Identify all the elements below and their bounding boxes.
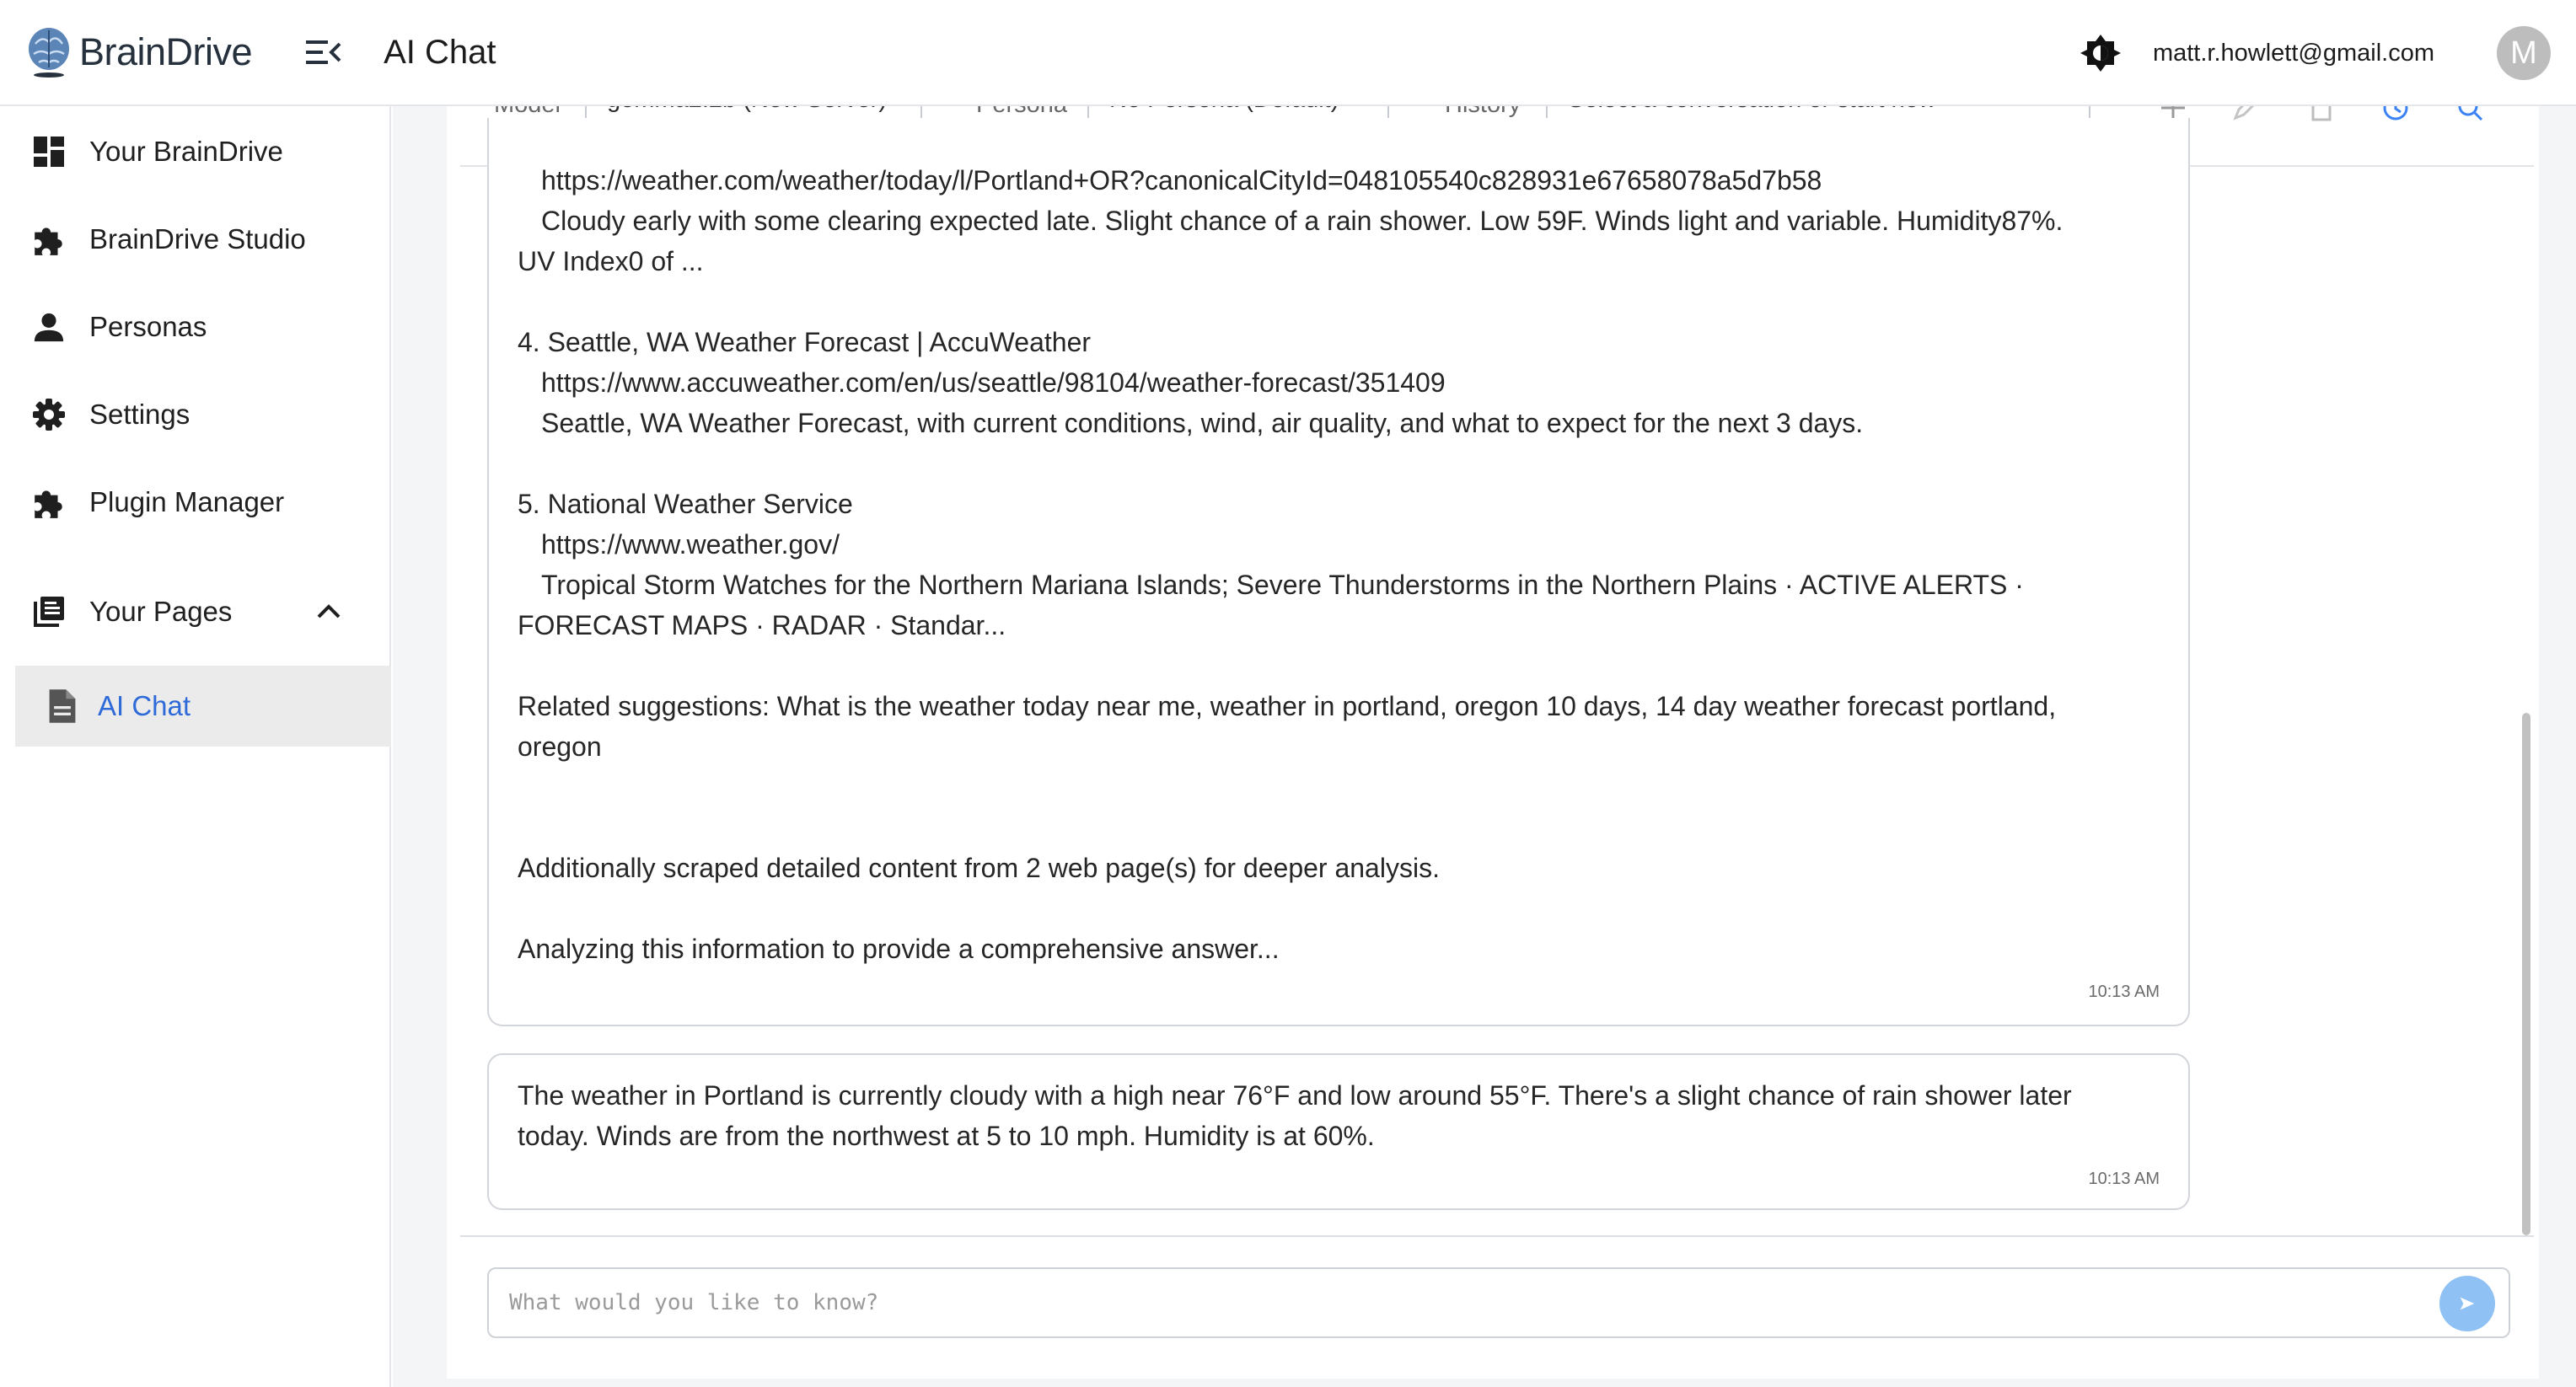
sidebar-section-label: Your Pages [89,596,233,627]
sidebar-item-braindrive-studio[interactable] [15,199,391,280]
user-email: matt.r.howlett@gmail.com [2152,39,2434,67]
message-line: https://www.weather.gov/ [541,529,840,560]
theme-toggle-icon[interactable] [2080,33,2121,73]
message-timestamp: 10:13 AM [2088,1170,2160,1188]
page-title: AI Chat [384,33,496,71]
puzzle-icon [30,221,67,258]
message-line: https://weather.com/weather/today/l/Portland+OR?canonicalCityId=048105540c828931e67658078a5d7b58 [541,165,1822,195]
message-line: UV Index0 of ... [518,246,704,276]
sidebar-item-plugin-manager[interactable] [15,462,391,543]
brain-logo-icon [25,25,72,79]
gear-icon [30,396,67,433]
chevron-up-icon[interactable] [314,597,344,627]
sidebar-section-your-pages[interactable] [15,571,391,652]
dashboard-icon [30,133,67,170]
brand-name: BrainDrive [79,30,253,73]
sidebar-item-label: BrainDrive Studio [89,223,306,254]
message-line: today. Winds are from the northwest at 5 to 10 mph. Humidity is at 60%. [518,1121,1375,1151]
sidebar-item-label: Your BrainDrive [89,136,283,167]
sidebar-item-label: Plugin Manager [89,486,285,517]
puzzle-icon [30,484,67,521]
message-line: The weather in Portland is currently cloudy with a high near 76°F and low around 55°F. There's a slight chance of rain shower later [518,1080,2072,1111]
sidebar-item-your-braindrive[interactable] [15,111,391,192]
message-line: FORECAST MAPS · RADAR · Standar... [518,610,1006,640]
message-line: Tropical Storm Watches for the Northern Mariana Islands; Severe Thunderstorms in the Northern Plains · ACTIVE ALERTS · [541,570,2024,600]
scrollbar-thumb[interactable] [2522,713,2530,1235]
message-line: 5. National Weather Service [518,489,853,519]
message-line: Cloudy early with some clearing expected late. Slight chance of a rain shower. Low 59F. Winds light and variable. Humidity87%. [541,206,2063,236]
input-divider [460,1235,2534,1237]
sidebar [0,106,391,1387]
sidebar-subitem-label: AI Chat [98,690,191,721]
message-line: oregon [518,731,602,762]
brand[interactable] [25,25,252,79]
send-button[interactable] [2439,1276,2495,1331]
message-line: Additionally scraped detailed content from 2 web page(s) for deeper analysis. [518,853,1440,883]
sidebar-item-label: Personas [89,311,207,342]
menu-collapse-icon[interactable] [304,35,341,69]
chat-message [487,1053,2190,1210]
message-line: Analyzing this information to provide a comprehensive answer... [518,934,1280,964]
message-line: Related suggestions: What is the weather today near me, weather in portland, oregon 10 days, 14 day weather forecast portland, [518,691,2057,721]
message-line: 4. Seattle, WA Weather Forecast | AccuWeather [518,327,1092,357]
message-timestamp: 10:13 AM [2088,983,2160,1001]
pages-icon [30,593,67,630]
send-icon [2458,1294,2477,1313]
sidebar-item-personas[interactable] [15,287,391,367]
message-line: https://www.accuweather.com/en/us/seattle/98104/weather-forecast/351409 [541,367,1446,398]
sidebar-subitem-ai-chat[interactable] [15,666,391,747]
message-line: Seattle, WA Weather Forecast, with current conditions, wind, air quality, and what to expect for the next 3 days. [541,408,1864,438]
sidebar-item-label: Settings [89,399,191,430]
document-icon [46,688,79,725]
app-header [0,0,2576,106]
avatar[interactable]: M [2497,26,2551,80]
chat-message [487,118,2190,1026]
chat-input[interactable] [487,1267,2510,1338]
sidebar-item-settings[interactable] [15,374,391,455]
person-icon [30,308,67,345]
